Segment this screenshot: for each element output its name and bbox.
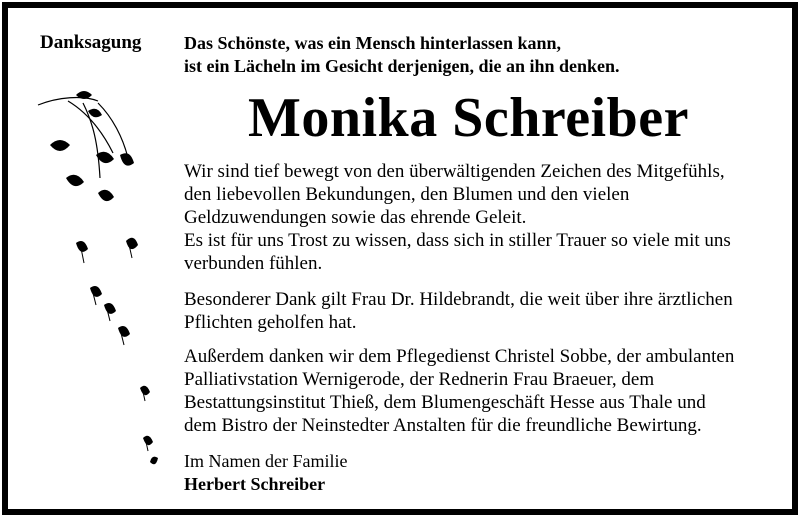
paragraph-doctor <box>184 288 733 334</box>
text-line: Besonderer Dank gilt Frau Dr. Hildebrandt, die weit über ihre ärztlichen <box>184 289 733 310</box>
paragraph-thanks <box>184 160 731 275</box>
text-line: Außerdem danken wir dem Pflegedienst Christel Sobbe, der ambulanten <box>184 346 735 367</box>
text-line: Pflichten geholfen hat. <box>184 312 357 333</box>
text-line: Wir sind tief bewegt von den überwältigenden Zeichen des Mitgefühls, <box>184 161 725 182</box>
text-line: den liebevollen Bekundungen, den Blumen und den vielen <box>184 184 630 205</box>
deceased-name: Monika Schreiber <box>248 87 689 149</box>
falling-leaves-icon <box>28 83 158 478</box>
signature <box>184 450 347 496</box>
text-line: Palliativstation Wernigerode, der Rednerin Frau Braeuer, dem <box>184 369 655 390</box>
motto <box>184 32 620 78</box>
signature-intro: Im Namen der Familie <box>184 451 348 471</box>
text-line: Es ist für uns Trost zu wissen, dass sich in stiller Trauer so viele mit uns <box>184 230 731 251</box>
text-line: Geldzuwendungen sowie das ehrende Geleit. <box>184 207 527 228</box>
heading: Danksagung <box>40 32 142 53</box>
text-line: Bestattungsinstitut Thieß, dem Blumengeschäft Hesse aus Thale und <box>184 392 706 413</box>
motto-line: Das Schönste, was ein Mensch hinterlassen kann, <box>184 33 562 53</box>
paragraph-services <box>184 345 734 437</box>
signature-name: Herbert Schreiber <box>184 474 326 494</box>
text-line: verbunden fühlen. <box>184 253 323 274</box>
text-line: dem Bistro der Neinstedter Anstalten für die freundliche Bewirtung. <box>184 415 702 436</box>
motto-line: ist ein Lächeln im Gesicht derjenigen, die an ihn denken. <box>184 56 620 76</box>
obituary-card <box>2 2 798 515</box>
